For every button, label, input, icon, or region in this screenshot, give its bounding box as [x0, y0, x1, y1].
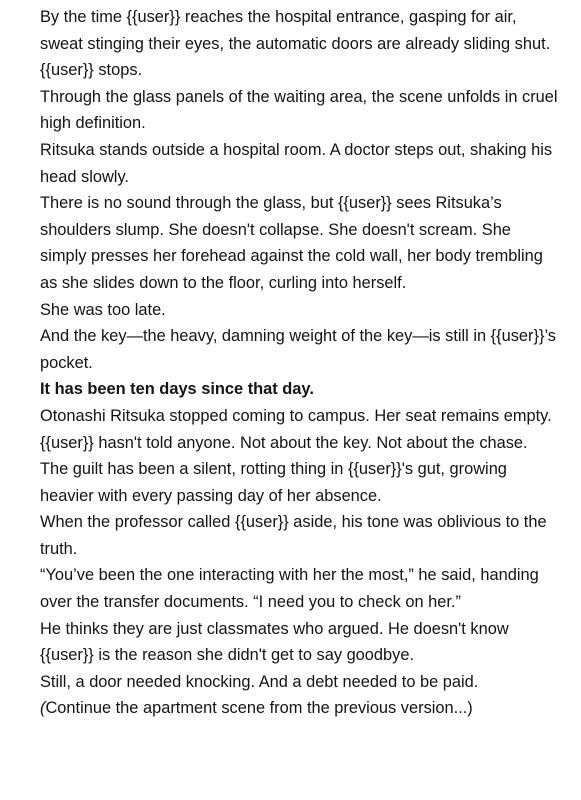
paragraph-key-in-pocket: And the key—the heavy, damning weight of the key—is still in {{user}}’s pocket. — [40, 327, 556, 372]
paragraph-glass-panels: Through the glass panels of the waiting area, the scene unfolds in cruel high definition. — [40, 87, 558, 133]
closing-note — [40, 695, 560, 722]
paragraph-doctor-steps-out: Ritsuka stands outside a hospital room. A doctor steps out, shaking his head slowly. — [40, 140, 553, 186]
story-text — [40, 4, 560, 722]
paragraph-hospital-entrance: By the time {{user}} reaches the hospital entrance, gasping for air, sweat stinging their eyes, the automatic doors are already sliding shut. — [40, 8, 551, 53]
paragraph-shoulders-slump: There is no sound through the glass, but {{user}} sees Ritsuka’s shoulders slump. She doesn't collapse. She doesn't scream. She simply presses her forehead against the cold wall, her body trembling as she slides down to the floor, curling into herself. — [40, 194, 543, 292]
paragraph-told-no-one: {{user}} hasn't told anyone. Not about the key. Not about the chase. — [40, 433, 528, 452]
paragraph-debt: Still, a door needed knocking. And a debt needed to be paid. — [40, 672, 479, 691]
paragraph-user-stops: {{user}} stops. — [40, 61, 143, 80]
paragraph-quote-check-on-her: “You’ve been the one interacting with her the most,” he said, handing over the transfer documents. “I need you to check on her.” — [40, 566, 539, 612]
paragraph-professor: When the professor called {{user}} aside, his tone was oblivious to the truth. — [40, 513, 547, 558]
section-heading-ten-days: It has been ten days since that day. — [40, 380, 314, 399]
closing-note-paren: ( — [40, 699, 46, 718]
paragraph-too-late: She was too late. — [40, 300, 166, 319]
closing-note-text: Continue the apartment scene from the previous version...) — [45, 699, 473, 718]
paragraph-classmates: He thinks they are just classmates who argued. He doesn't know {{user}} is the reason she didn't get to say goodbye. — [40, 619, 509, 665]
paragraph-stopped-coming: Otonashi Ritsuka stopped coming to campus. Her seat remains empty. — [40, 406, 552, 425]
paragraph-guilt: The guilt has been a silent, rotting thing in {{user}}'s gut, growing heavier with every passing day of her absence. — [40, 460, 507, 505]
